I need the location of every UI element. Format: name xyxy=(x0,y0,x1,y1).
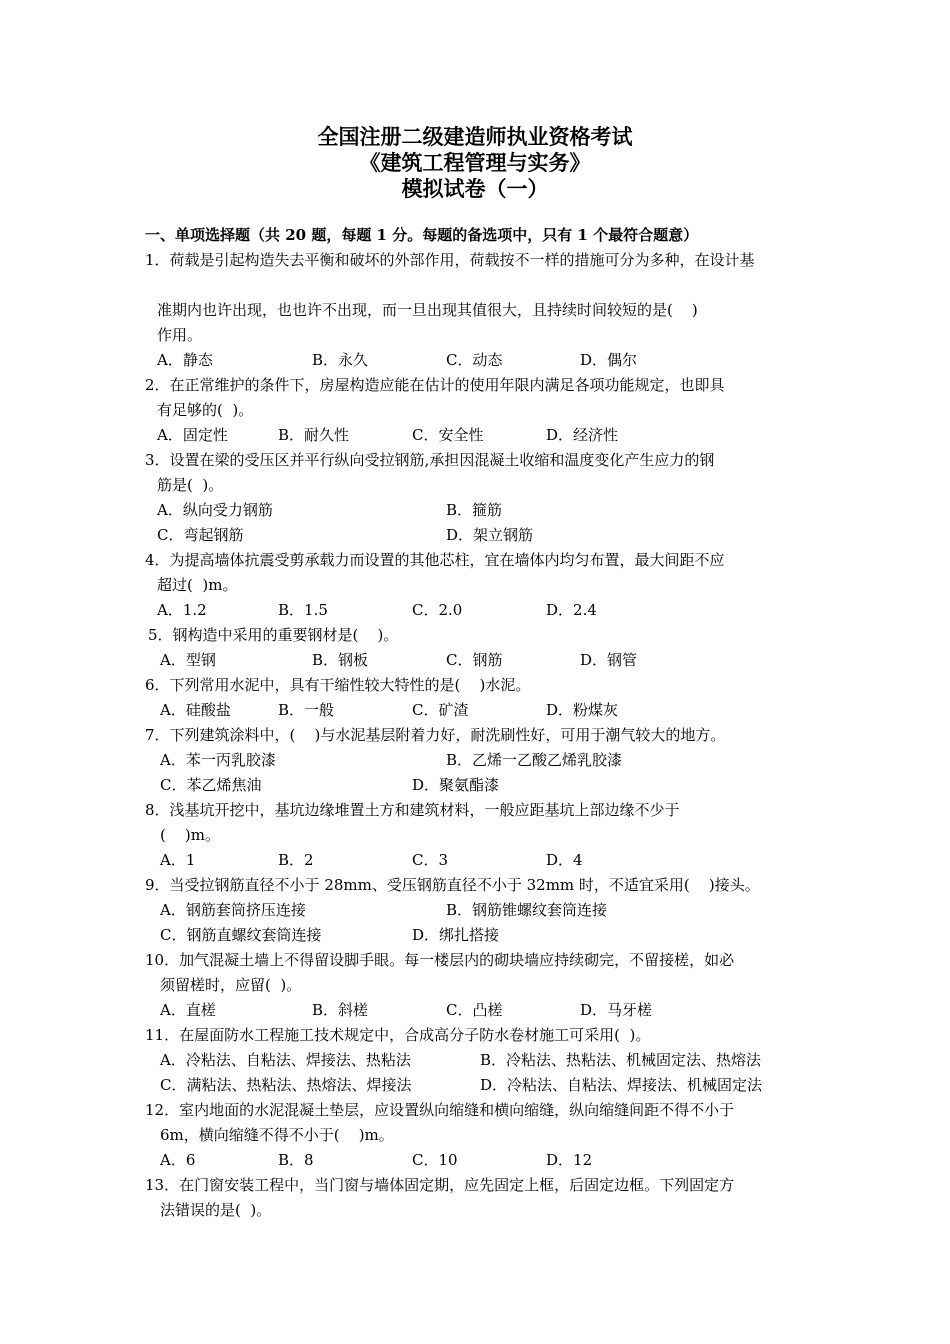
question-3-line-1: 3．设置在梁的受压区并平行纵向受拉钢筋,承担因混凝土收缩和温度变化产生应力的钢 xyxy=(145,451,715,469)
question-13-line-1: 13．在门窗安装工程中，当门窗与墙体固定期，应先固定上框，后固定边框。下列固定方 xyxy=(145,1176,735,1194)
question-6-option-a: A．硅酸盐 xyxy=(160,701,231,719)
question-7-option-d: D．聚氨酯漆 xyxy=(412,776,500,794)
question-4-option-c: C．2.0 xyxy=(412,601,463,619)
question-3-line-2: 筋是( )。 xyxy=(157,476,224,494)
question-2-option-c: C．安全性 xyxy=(412,426,484,444)
question-2-option-d: D．经济性 xyxy=(546,426,619,444)
question-6-line-1: 6．下列常用水泥中，具有干缩性较大特性的是( )水泥。 xyxy=(145,676,531,694)
question-8-option-b: B．2 xyxy=(278,851,314,869)
question-4-line-1: 4．为提高墙体抗震受剪承载力而设置的其他芯柱，宜在墙体内均匀布置，最大间距不应 xyxy=(145,551,725,569)
question-11-option-b: B．冷粘法、热粘法、机械固定法、热熔法 xyxy=(480,1051,762,1069)
exam-title: 全国注册二级建造师执业资格考试 xyxy=(317,124,633,149)
subject-title: 《建筑工程管理与实务》 xyxy=(359,150,591,175)
question-8-line-2: ( )m。 xyxy=(160,826,221,844)
question-12-option-b: B．8 xyxy=(278,1151,314,1169)
question-6-option-b: B．一般 xyxy=(278,701,335,719)
question-12-option-c: C．10 xyxy=(412,1151,458,1169)
question-10-line-1: 10．加气混凝土墙上不得留设脚手眼。每一楼层内的砌块墙应持续砌完，不留接槎，如必 xyxy=(145,951,735,969)
question-1-line-3: 作用。 xyxy=(157,326,203,344)
question-7-line-1: 7．下列建筑涂料中，( )与水泥基层附着力好，耐洗刷性好，可用于潮气较大的地方。 xyxy=(145,726,726,744)
question-9-line-1: 9．当受拉钢筋直径不小于 28mm、受压钢筋直径不小于 32mm 时，不适宜采用( )接头。 xyxy=(145,876,760,894)
question-8-option-d: D．4 xyxy=(546,851,583,869)
question-7-option-a: A．苯一丙乳胶漆 xyxy=(160,751,276,769)
question-3-option-d: D．架立钢筋 xyxy=(446,526,534,544)
question-11-option-d: D．冷粘法、自粘法、焊接法、机械固定法 xyxy=(480,1076,763,1094)
question-11-option-a: A．冷粘法、自粘法、焊接法、热粘法 xyxy=(160,1051,411,1069)
question-10-option-a: A．直槎 xyxy=(160,1001,216,1019)
question-7-option-c: C．苯乙烯焦油 xyxy=(160,776,262,794)
question-6-option-c: C．矿渣 xyxy=(412,701,469,719)
question-1-line-1: 1．荷载是引起构造失去平衡和破坏的外部作用，荷载按不一样的措施可分为多种，在设计基 xyxy=(145,251,755,269)
question-10-option-d: D．马牙槎 xyxy=(580,1001,653,1019)
question-8-option-a: A．1 xyxy=(160,851,196,869)
question-1-option-c: C．动态 xyxy=(446,351,503,369)
question-8-option-c: C．3 xyxy=(412,851,449,869)
question-4-option-b: B．1.5 xyxy=(278,601,328,619)
question-4-option-a: A．1.2 xyxy=(157,601,207,619)
question-12-option-d: D．12 xyxy=(546,1151,593,1169)
question-3-option-b: B．箍筋 xyxy=(446,501,503,519)
question-1-option-d: D．偶尔 xyxy=(580,351,638,369)
question-10-line-2: 须留槎时，应留( )。 xyxy=(160,976,302,994)
question-2-option-a: A．固定性 xyxy=(157,426,228,444)
question-1-option-a: A．静态 xyxy=(157,351,213,369)
question-12-line-1: 12．室内地面的水泥混凝土垫层，应设置纵向缩缝和横向缩缝，纵向缩缝间距不得不小于 xyxy=(145,1101,735,1119)
question-5-option-c: C．钢筋 xyxy=(446,651,503,669)
question-10-option-b: B．斜槎 xyxy=(312,1001,369,1019)
question-5-option-d: D．钢管 xyxy=(580,651,638,669)
paper-title: 模拟试卷（一） xyxy=(401,176,549,201)
question-11-line-1: 11．在屋面防水工程施工技术规定中，合成高分子防水卷材施工可采用( )。 xyxy=(145,1026,651,1044)
question-3-option-c: C．弯起钢筋 xyxy=(157,526,244,544)
question-7-option-b: B．乙烯一乙酸乙烯乳胶漆 xyxy=(446,751,623,769)
question-12-line-2: 6m，横向缩缝不得不小于( )m。 xyxy=(160,1126,394,1144)
question-2-option-b: B．耐久性 xyxy=(278,426,350,444)
question-12-option-a: A．6 xyxy=(160,1151,196,1169)
question-6-option-d: D．粉煤灰 xyxy=(546,701,619,719)
question-9-option-b: B．钢筋锥螺纹套筒连接 xyxy=(446,901,608,919)
question-5-option-b: B．钢板 xyxy=(312,651,369,669)
question-4-line-2: 超过( )m。 xyxy=(157,576,238,594)
question-1-line-2: 准期内也许出现，也也许不出现，而一旦出现其值很大，且持续时间较短的是( ) xyxy=(157,301,698,319)
question-9-option-d: D．绑扎搭接 xyxy=(412,926,500,944)
question-4-option-d: D．2.4 xyxy=(546,601,597,619)
question-5-option-a: A．型钢 xyxy=(160,651,216,669)
question-2-line-1: 2．在正常维护的条件下，房屋构造应能在估计的使用年限内满足各项功能规定，也即具 xyxy=(145,376,725,394)
question-3-option-a: A．纵向受力钢筋 xyxy=(157,501,273,519)
section-heading: 一、单项选择题（共 20 题，每题 1 分。每题的备选项中，只有 1 个最符合题意） xyxy=(145,226,699,244)
question-2-line-2: 有足够的( )。 xyxy=(157,401,254,419)
question-5-line-1: 5．钢构造中采用的重要钢材是( )。 xyxy=(148,626,399,644)
question-13-line-2: 法错误的是( )。 xyxy=(160,1201,272,1219)
question-1-option-b: B．永久 xyxy=(312,351,369,369)
question-8-line-1: 8．浅基坑开挖中，基坑边缘堆置土方和建筑材料，一般应距基坑上部边缘不少于 xyxy=(145,801,680,819)
question-9-option-c: C．钢筋直螺纹套筒连接 xyxy=(160,926,322,944)
question-11-option-c: C．满粘法、热粘法、热熔法、焊接法 xyxy=(160,1076,412,1094)
question-9-option-a: A．钢筋套筒挤压连接 xyxy=(160,901,306,919)
question-10-option-c: C．凸槎 xyxy=(446,1001,503,1019)
